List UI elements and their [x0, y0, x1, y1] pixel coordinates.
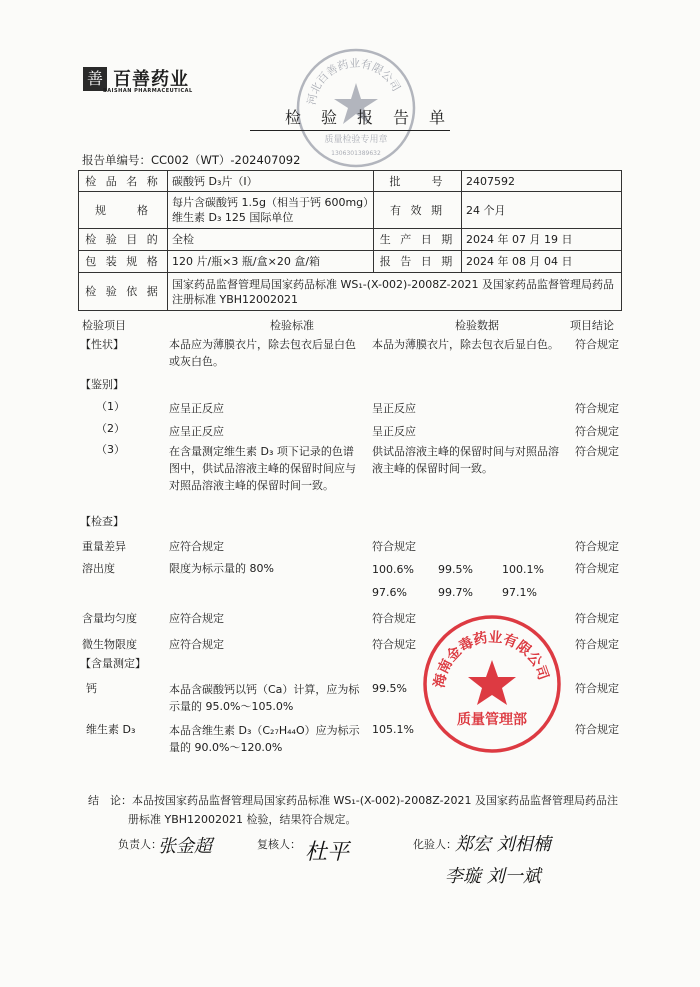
validity-label: 有 效 期 — [374, 192, 462, 229]
dissolution-value: 100.6% — [372, 563, 414, 576]
basis-label: 检 验 依 据 — [79, 273, 168, 311]
weight-conclusion: 符合规定 — [575, 540, 619, 553]
report-number: 报告单编号：CC002（WT）-202407092 — [82, 153, 301, 167]
seal-company-text: 河北百善药业有限公司 — [304, 56, 403, 106]
product-name-value: 碳酸钙 D₃片（I） — [168, 171, 374, 192]
dissolution-standard: 限度为标示量的 80% — [169, 562, 274, 575]
section-character: 【性状】 — [80, 338, 124, 351]
package-label: 包 装 规 格 — [79, 251, 168, 273]
header-conclusion: 项目结论 — [570, 319, 614, 332]
micro-conclusion: 符合规定 — [575, 638, 619, 651]
header-item: 检验项目 — [82, 319, 126, 332]
weight-standard: 应符合规定 — [169, 540, 224, 553]
dissolution-value: 100.1% — [502, 563, 544, 576]
calcium-standard: 本品含碳酸钙以钙（Ca）计算，应为标示量的 95.0%～105.0% — [169, 683, 360, 713]
report-date-value: 2024 年 08 月 04 日 — [462, 251, 622, 273]
ident-1-conclusion: 符合规定 — [575, 402, 619, 415]
section-identification: 【鉴别】 — [80, 378, 124, 391]
ident-1-standard: 应呈正反应 — [169, 402, 224, 415]
vitamin-d3-data: 105.1% — [372, 723, 414, 736]
ident-3-no: （3） — [96, 443, 125, 456]
uniformity-conclusion: 符合规定 — [575, 612, 619, 625]
ident-2-data: 呈正反应 — [372, 425, 416, 438]
product-info-table — [78, 170, 622, 311]
package-value: 120 片/瓶×3 瓶/盒×20 盒/箱 — [168, 251, 374, 273]
ident-2-no: （2） — [96, 422, 125, 435]
dissolution-conclusion: 符合规定 — [575, 562, 619, 575]
ident-3-data: 供试品溶液主峰的保留时间与对照品溶液主峰的保留时间一致。 — [372, 445, 559, 475]
section-checks: 【检查】 — [80, 515, 124, 528]
page-title: 检验报告单 — [284, 108, 465, 127]
company-name: 百善药业 — [113, 69, 189, 90]
company-name-en: BAISHAN PHARMACEUTICAL — [103, 88, 193, 94]
character-conclusion: 符合规定 — [575, 338, 619, 351]
basis-value: 国家药品监督管理局国家药品标准 WS₁-(X-002)-2008Z-2021 及国家药品监督管理局药品注册标准 YBH12002021 — [168, 273, 622, 311]
reviewer-signature: 杜平 — [305, 840, 350, 865]
quality-management-seal — [420, 612, 564, 756]
character-standard: 本品应为薄膜衣片，除去包衣后显白色或灰白色。 — [169, 338, 356, 368]
conclusion-label: 结 论： — [88, 794, 132, 807]
uniformity-standard: 应符合规定 — [169, 612, 224, 625]
validity-value: 24 个月 — [462, 192, 622, 229]
batch-value: 2407592 — [462, 171, 622, 192]
manager-label: 负责人： — [118, 838, 162, 851]
character-data: 本品为薄膜衣片，除去包衣后显白色。 — [372, 338, 559, 351]
tester-signature-2: 李璇 刘一斌 — [445, 866, 541, 887]
calcium-name: 钙 — [86, 682, 97, 695]
purpose-value: 全检 — [168, 229, 374, 251]
ident-2-standard: 应呈正反应 — [169, 425, 224, 438]
calcium-conclusion: 符合规定 — [575, 682, 619, 695]
red-seal-sub-text: 质量管理部 — [457, 712, 527, 728]
micro-name: 微生物限度 — [82, 638, 137, 651]
conclusion-text-2: 册标准 YBH12002021 检验，结果符合规定。 — [128, 813, 357, 826]
uniformity-name: 含量均匀度 — [82, 612, 137, 625]
product-name-label: 检 品 名 称 — [79, 171, 168, 192]
header-data: 检验数据 — [455, 319, 499, 332]
red-seal-company-text: 海南金毒药业有限公司 — [431, 629, 551, 690]
batch-label: 批 号 — [374, 171, 462, 192]
micro-data: 符合规定 — [372, 638, 416, 651]
tester-signature-1: 郑宏 刘相楠 — [455, 834, 551, 855]
dissolution-value: 99.5% — [438, 563, 473, 576]
calcium-data: 99.5% — [372, 682, 407, 695]
weight-name: 重量差异 — [82, 540, 126, 553]
title-underline — [250, 130, 450, 131]
reviewer-label: 复核人： — [257, 838, 301, 851]
uniformity-data: 符合规定 — [372, 612, 416, 625]
dissolution-value: 99.7% — [438, 586, 473, 599]
report-date-label: 报 告 日 期 — [374, 251, 462, 273]
tester-label: 化验人： — [413, 838, 457, 851]
seal-code: 1306301389632 — [331, 150, 381, 157]
manager-signature: 张金超 — [158, 836, 212, 857]
ident-3-conclusion: 符合规定 — [575, 445, 619, 458]
dissolution-name: 溶出度 — [82, 562, 115, 575]
ident-1-data: 呈正反应 — [372, 402, 416, 415]
weight-data: 符合规定 — [372, 540, 416, 553]
dissolution-value: 97.1% — [502, 586, 537, 599]
spec-label: 规 格 — [79, 192, 168, 229]
mfg-date-value: 2024 年 07 月 19 日 — [462, 229, 622, 251]
company-logo: 善 — [83, 67, 107, 91]
vitamin-d3-standard: 本品含维生素 D₃（C₂₇H₄₄O）应为标示量的 90.0%～120.0% — [169, 724, 360, 754]
micro-standard: 应符合规定 — [169, 638, 224, 651]
mfg-date-label: 生 产 日 期 — [374, 229, 462, 251]
dissolution-value: 97.6% — [372, 586, 407, 599]
vitamin-d3-conclusion: 符合规定 — [575, 723, 619, 736]
header-standard: 检验标准 — [270, 319, 314, 332]
section-assay: 【含量测定】 — [80, 657, 146, 670]
conclusion-text-1: 本品按国家药品监督管理局国家药品标准 WS₁-(X-002)-2008Z-2021 及国家药品监督管理局药品注 — [132, 794, 619, 807]
seal-sub-text: 质量检验专用章 — [324, 135, 388, 145]
ident-2-conclusion: 符合规定 — [575, 425, 619, 438]
vitamin-d3-name: 维生素 D₃ — [86, 723, 136, 736]
ident-1-no: （1） — [96, 400, 125, 413]
spec-value: 每片含碳酸钙 1.5g（相当于钙 600mg）维生素 D₃ 125 国际单位 — [168, 192, 374, 229]
purpose-label: 检 验 目 的 — [79, 229, 168, 251]
ident-3-standard: 在含量测定维生素 D₃ 项下记录的色谱图中，供试品溶液主峰的保留时间应与对照品溶液主峰的保留时间一致。 — [169, 445, 356, 492]
